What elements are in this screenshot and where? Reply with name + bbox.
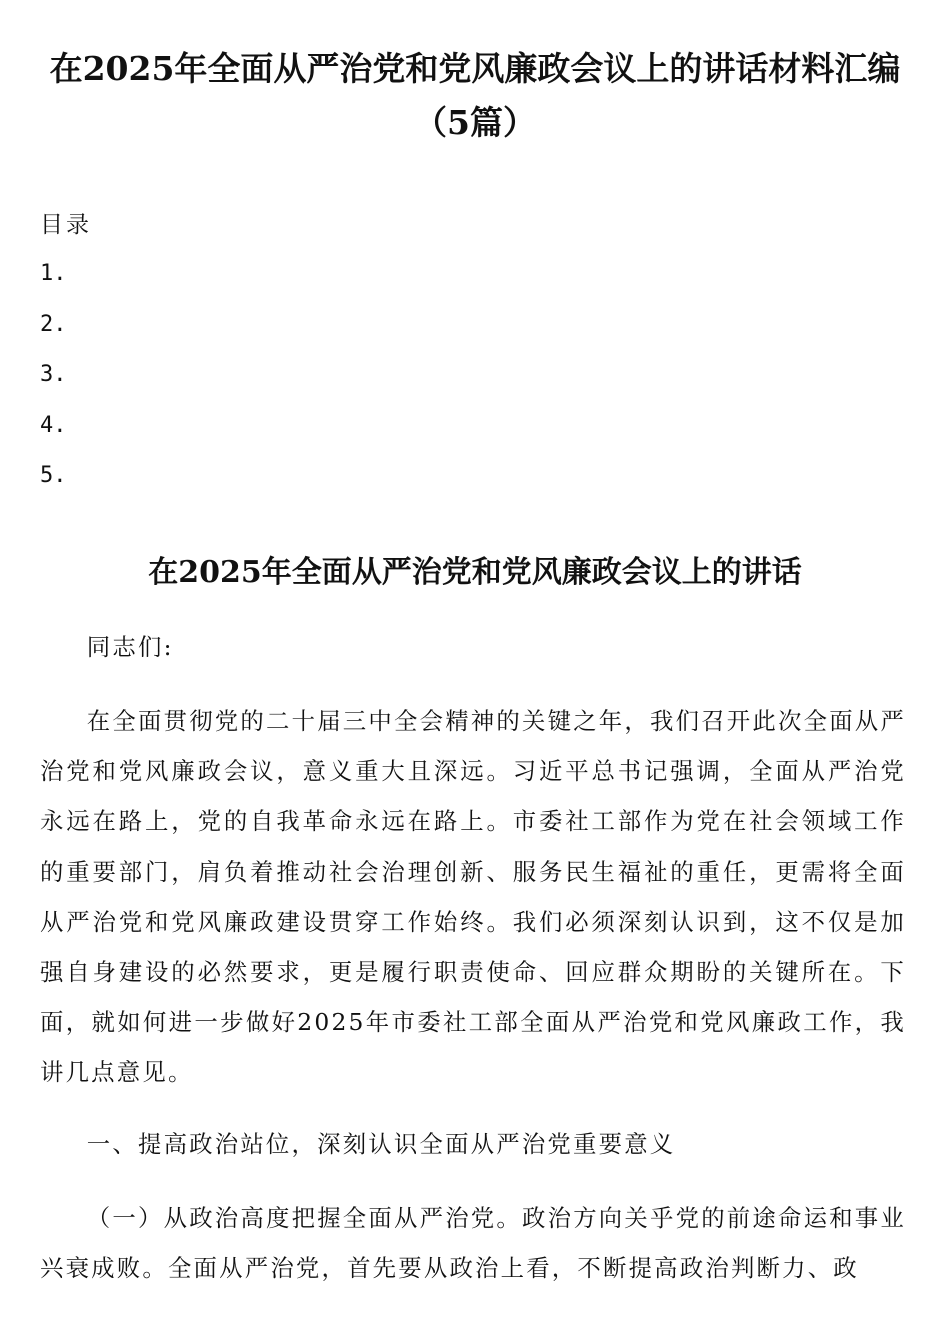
- toc-item: 2.: [40, 311, 67, 337]
- document-title: 在2025年全面从严治党和党风廉政会议上的讲话材料汇编（5篇）: [49, 49, 901, 142]
- toc-item: 5.: [40, 463, 67, 488]
- speech-greeting: 同志们:: [86, 633, 174, 661]
- speech-title: 在2025年全面从严治党和党风廉政会议上的讲话: [148, 555, 802, 590]
- table-of-contents: [40, 201, 900, 502]
- section-heading-1: 一、提高政治站位，深刻认识全面从严治党重要意义: [86, 1130, 676, 1158]
- toc-item: 4.: [40, 412, 67, 438]
- toc-item: 1.: [40, 261, 67, 286]
- speech-paragraph-intro: 在全面贯彻党的二十届三中全会精神的关键之年，我们召开此次全面从严治党和党风廉政会议，意义重大且深远。习近平总书记强调，全面从严治党永远在路上，党的自我革命永远在路上。市委社工部作为党在社会领域工作的重要部门，肩负着推动社会治理创新、服务民生福祉的重任，更需将全面从严治党和党风廉政建设贯穿工作始终。我们必须深刻认识到，这不仅是加强自身建设的必然要求，更是履行职责使命、回应群众期盼的关键所在。下面，就如何进一步做好2025年市委社工部全面从严治党和党风廉政工作，我讲几点意见。: [40, 707, 906, 1087]
- speech-paragraph-1-1: （一）从政治高度把握全面从严治党。政治方向关乎党的前途命运和事业兴衰成败。全面从严治党，首先要从政治上看，不断提高政治判断力、政: [40, 1204, 906, 1283]
- toc-item: 3.: [40, 362, 67, 387]
- toc-heading: 目录: [40, 212, 92, 238]
